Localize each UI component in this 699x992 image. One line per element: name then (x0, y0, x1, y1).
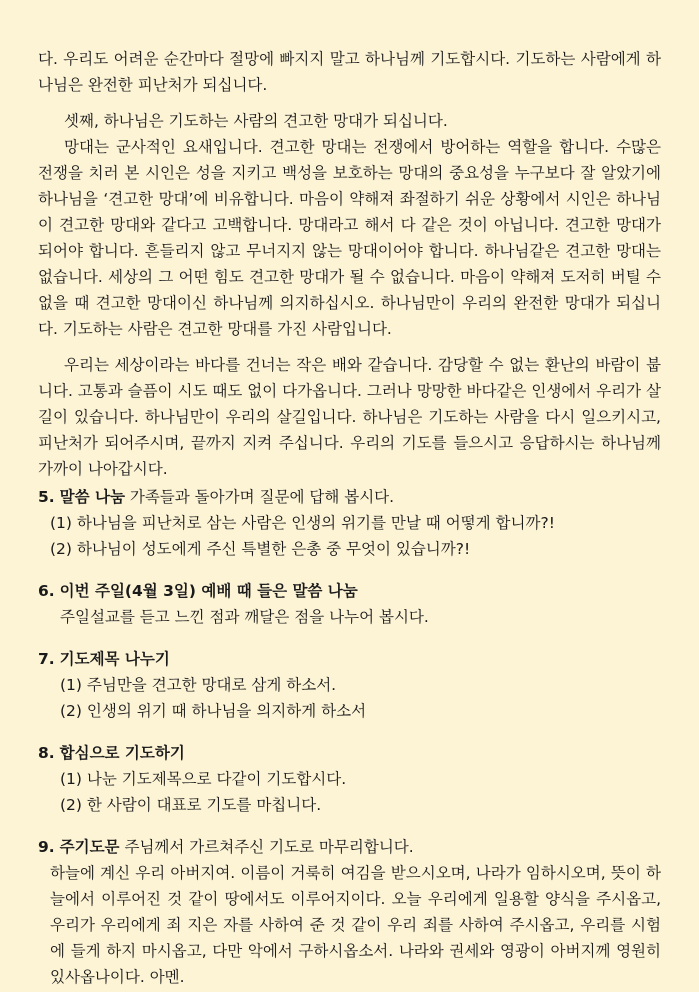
section-9-desc: 주님께서 가르쳐주신 기도로 마무리합니다. (124, 838, 414, 856)
section-7-item-1: (1) 주님만을 견고한 망대로 삼게 하소서. (60, 676, 337, 694)
section-8-title: 합심으로 기도하기 (59, 744, 185, 762)
point-three-heading: 셋째, 하나님은 기도하는 사람의 견고한 망대가 되십니다. (64, 112, 448, 130)
section-7-item-2: (2) 인생의 위기 때 하나님을 의지하게 하소서 (60, 702, 367, 720)
section-9-title: 주기도문 (59, 838, 120, 856)
section-8-item-1: (1) 나눈 기도제목으로 다같이 기도합시다. (60, 770, 347, 788)
section-5-desc: 가족들과 돌아가며 질문에 답해 봅시다. (129, 488, 395, 506)
section-5-item-1: (1) 하나님을 피난처로 삼는 사람은 인생의 위기를 만날 때 어떻게 합니까?! (50, 514, 555, 532)
section-8-number: 8. (38, 744, 55, 762)
section-9-number: 9. (38, 838, 55, 856)
sea-paragraph: 우리는 세상이라는 바다를 건너는 작은 배와 같습니다. 감당할 수 없는 환난의 바람이 붑니다. 고통과 슬픔이 시도 때도 없이 다가옵니다. 그러나 망망한 바다같은 인생에서 우리가 살길이 있습니다. 하나님만이 우리의 살길입니다. 하나님은 기도하는 사람을 다시 일으키시고, 피난처가 되어주시며, 끝까지 지켜 주십니다. 우리의 기도를 들으시고 응답하시는 하나님께 가까이 나아갑시다. (38, 356, 661, 478)
intro-paragraph-1: 다. 우리도 어려운 순간마다 절망에 빠지지 말고 하나님께 기도합시다. 기도하는 사람에게 하나님은 완전한 피난처가 되십니다. (38, 50, 661, 94)
section-5-title: 말씀 나눔 (59, 488, 125, 506)
section-6-heading (38, 578, 661, 604)
section-5-number: 5. (38, 488, 55, 506)
section-7-number: 7. (38, 650, 55, 668)
section-8-item-2: (2) 한 사람이 대표로 기도를 마칩니다. (60, 796, 322, 814)
section-6-title: 이번 주일(4월 3일) 예배 때 들은 말씀 나눔 (59, 582, 358, 600)
section-6-desc: 주일설교를 듣고 느낀 점과 깨달은 점을 나누어 봅시다. (60, 608, 429, 626)
section-8-heading (38, 740, 661, 766)
section-5-item-2: (2) 하나님이 성도에게 주신 특별한 은총 중 무엇이 있습니까?! (50, 540, 471, 558)
section-7-heading (38, 646, 661, 672)
section-5-heading (38, 484, 661, 510)
section-7-title: 기도제목 나누기 (59, 650, 170, 668)
section-6-number: 6. (38, 582, 55, 600)
tower-paragraph: 망대는 군사적인 요새입니다. 견고한 망대는 전쟁에서 방어하는 역할을 합니다. 수많은 전쟁을 치러 본 시인은 성을 지키고 백성을 보호하는 망대의 중요성을 누구보다 잘 알았기에 하나님을 ‘견고한 망대’에 비유합니다. 마음이 약해져 좌절하기 쉬운 상황에서 시인은 하나님이 견고한 망대와 같다고 고백합니다. 망대라고 해서 다 같은 것이 아닙니다. 견고한 망대가 되어야 합니다. 흔들리지 않고 무너지지 않는 망대이어야 합니다. 하나님같은 견고한 망대는 없습니다. 세상의 그 어떤 힘도 견고한 망대가 될 수 없습니다. 마음이 약해져 도저히 버틸 수 없을 때 견고한 망대이신 하나님께 의지하십시오. 하나님만이 우리의 완전한 망대가 되십니다. 기도하는 사람은 견고한 망대를 가진 사람입니다. (38, 138, 661, 338)
section-9-heading (38, 834, 661, 860)
lords-prayer-text: 하늘에 계신 우리 아버지여. 이름이 거룩히 여김을 받으시오며, 나라가 임하시오며, 뜻이 하늘에서 이루어진 것 같이 땅에서도 이루어지이다. 오늘 우리에게 일용할 양식을 주시옵고, 우리가 우리에게 죄 지은 자를 사하여 준 것 같이 우리 죄를 사하여 주시옵고, 우리를 시험에 들게 하지 마시옵고, 다만 악에서 구하시옵소서. 나라와 권세와 영광이 아버지께 영원히 있사옵나이다. 아멘. (50, 864, 661, 986)
